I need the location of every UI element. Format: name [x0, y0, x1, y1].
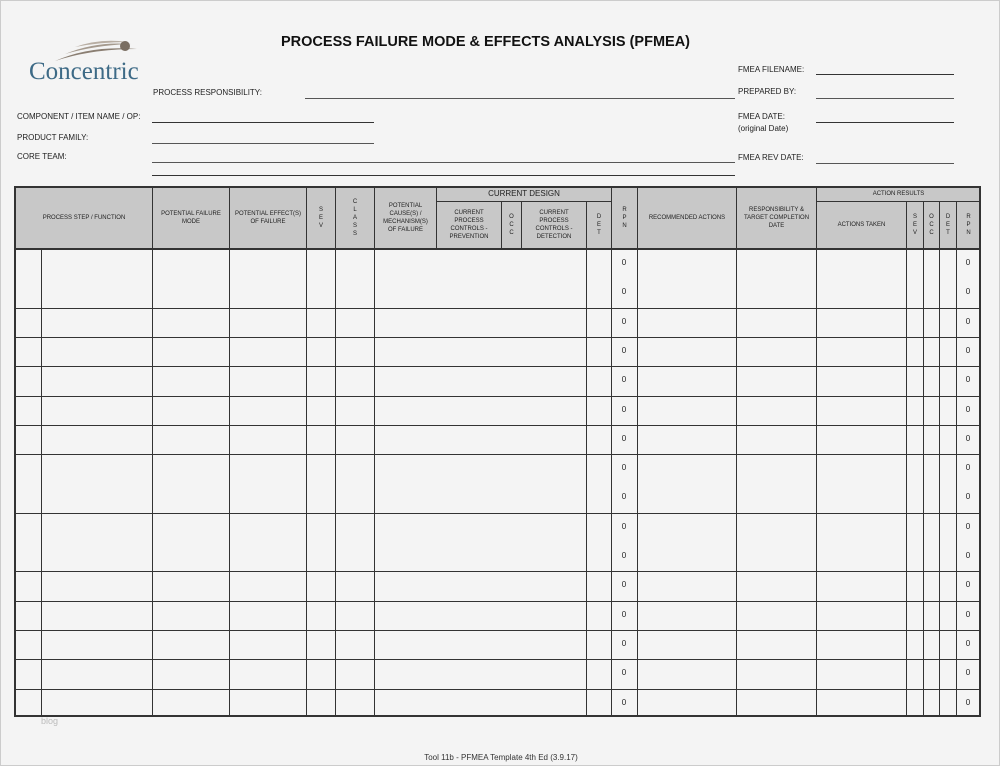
prepared-by-label: PREPARED BY:: [738, 87, 797, 96]
fmea-date-note: (original Date): [738, 124, 789, 133]
core-team-label: CORE TEAM:: [17, 152, 67, 161]
rpn-value: 0: [621, 433, 627, 443]
table-row[interactable]: [15, 337, 981, 367]
process-responsibility-label: PROCESS RESPONSIBILITY:: [153, 88, 262, 97]
table-row[interactable]: [15, 454, 981, 514]
table-row[interactable]: [15, 396, 981, 426]
action-rpn-value: 0: [965, 316, 971, 326]
rpn-value: 0: [621, 609, 627, 619]
header-action-results: ACTION RESULTS: [816, 187, 981, 202]
fmea-date-field[interactable]: [816, 122, 954, 123]
table-row[interactable]: [15, 630, 981, 660]
rpn-value: 0: [621, 316, 627, 326]
action-rpn-value: 0: [965, 580, 971, 590]
header-class: C L A S S: [335, 187, 375, 249]
action-rpn-value: 0: [965, 433, 971, 443]
action-rpn-value: 0: [965, 492, 971, 502]
table-row[interactable]: [15, 689, 981, 719]
rpn-value: 0: [621, 668, 627, 678]
table-row[interactable]: [15, 659, 981, 689]
header-responsibility: RESPONSIBILITY & TARGET COMPLETION DATE: [736, 187, 817, 249]
logo: Concentric: [29, 58, 139, 85]
table-row[interactable]: [15, 513, 981, 573]
action-rpn-value: 0: [965, 638, 971, 648]
action-rpn-value: 0: [965, 609, 971, 619]
header-detection: CURRENT PROCESS CONTROLS - DETECTION: [521, 201, 587, 249]
component-field[interactable]: [152, 122, 374, 123]
watermark: blog: [41, 716, 59, 726]
fmea-filename-field[interactable]: [816, 74, 954, 75]
action-rpn-value: 0: [965, 521, 971, 531]
fmea-rev-date-label: FMEA REV DATE:: [738, 153, 804, 162]
rpn-value: 0: [621, 287, 627, 297]
action-rpn-value: 0: [965, 345, 971, 355]
table-row[interactable]: [15, 571, 981, 601]
action-rpn-value: 0: [965, 375, 971, 385]
prepared-by-field[interactable]: [816, 98, 954, 99]
action-rpn-value: 0: [965, 551, 971, 560]
action-rpn-value: 0: [965, 258, 971, 267]
action-rpn-value: 0: [965, 697, 971, 707]
action-rpn-value: 0: [965, 287, 971, 297]
table-row[interactable]: [15, 366, 981, 396]
header-sev: S E V: [306, 187, 336, 249]
product-family-field[interactable]: [152, 143, 374, 144]
rpn-value: 0: [621, 375, 627, 385]
header-effects: POTENTIAL EFFECT(S) OF FAILURE: [229, 187, 307, 249]
header-ar-sev: S E V: [906, 201, 924, 249]
rpn-value: 0: [621, 492, 627, 502]
header-rpn: R P N: [611, 187, 638, 249]
table-row[interactable]: [15, 308, 981, 338]
header-ar-det: D E T: [939, 201, 957, 249]
header-prevention: CURRENT PROCESS CONTROLS - PREVENTION: [436, 201, 502, 249]
rpn-value: 0: [621, 345, 627, 355]
header-process-step: PROCESS STEP / FUNCTION: [15, 187, 153, 249]
product-family-label: PRODUCT FAMILY:: [17, 133, 89, 142]
header-causes: POTENTIAL CAUSE(S) / MECHANISM(S) OF FAILURE: [374, 187, 437, 249]
component-label: COMPONENT / ITEM NAME / OP:: [17, 112, 141, 121]
page-title: PROCESS FAILURE MODE & EFFECTS ANALYSIS (PFMEA): [281, 34, 690, 50]
rpn-value: 0: [621, 697, 627, 707]
action-rpn-value: 0: [965, 463, 971, 473]
rpn-value: 0: [621, 404, 627, 414]
header-ar-occ: O C C: [923, 201, 940, 249]
process-responsibility-field[interactable]: [305, 98, 735, 99]
header-recommended-actions: RECOMMENDED ACTIONS: [637, 187, 737, 249]
rpn-value: 0: [621, 580, 627, 590]
fmea-filename-label: FMEA FILENAME:: [738, 65, 805, 74]
header-actions-taken: ACTIONS TAKEN: [816, 201, 907, 249]
header-ar-rpn: R P N: [956, 201, 981, 249]
action-rpn-value: 0: [965, 668, 971, 678]
header-failure-mode: POTENTIAL FAILURE MODE: [152, 187, 230, 249]
rpn-value: 0: [621, 463, 627, 473]
table-row[interactable]: [15, 425, 981, 455]
footer: Tool 11b - PFMEA Template 4th Ed (3.9.17): [424, 753, 578, 762]
action-rpn-value: 0: [965, 404, 971, 414]
rpn-value: 0: [621, 521, 627, 531]
header-current-design: CURRENT DESIGN: [436, 187, 612, 202]
core-team-field-2[interactable]: [152, 175, 735, 176]
fmea-rev-date-field[interactable]: [816, 163, 954, 164]
rpn-value: 0: [621, 638, 627, 648]
rpn-value: 0: [621, 258, 627, 267]
core-team-field[interactable]: [152, 162, 735, 163]
header-det: D E T: [586, 201, 612, 249]
table-row[interactable]: [15, 249, 981, 309]
fmea-date-label: FMEA DATE:: [738, 112, 785, 121]
header-occ: O C C: [501, 201, 522, 249]
rpn-value: 0: [621, 551, 627, 560]
table-row[interactable]: [15, 601, 981, 631]
